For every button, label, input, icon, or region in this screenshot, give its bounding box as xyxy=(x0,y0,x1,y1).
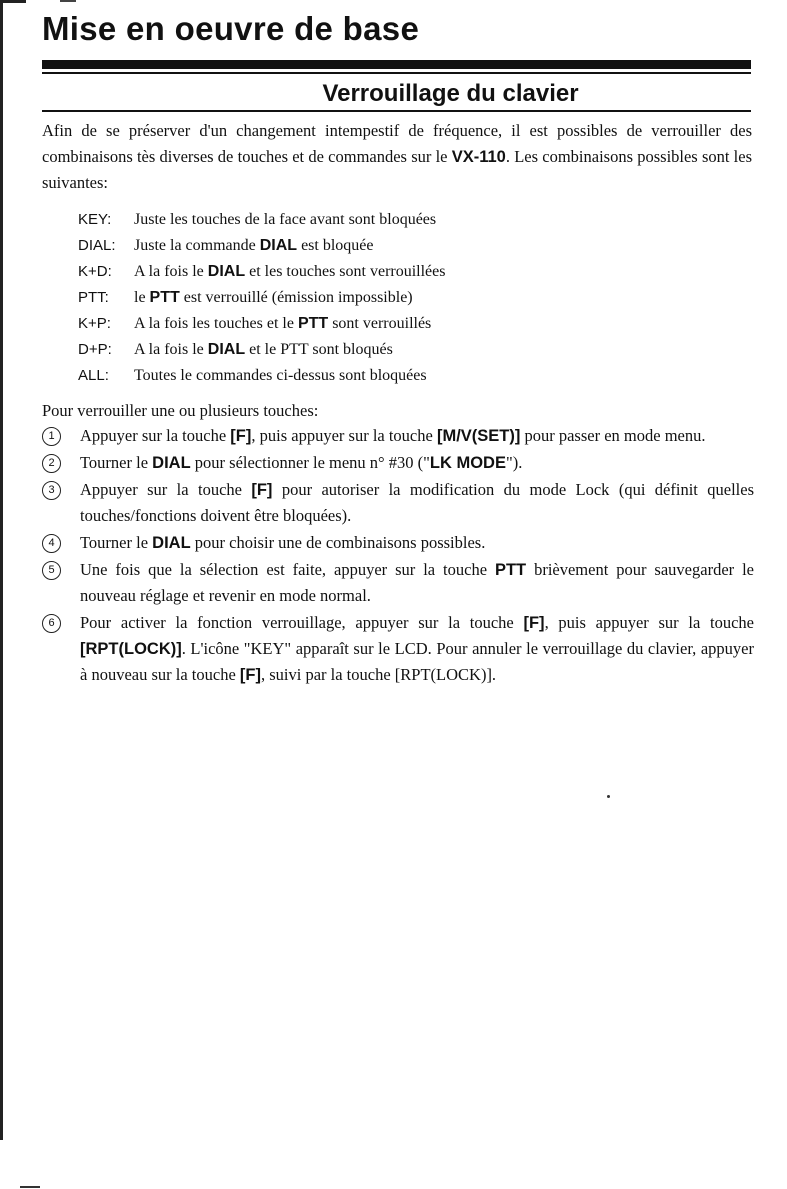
step-text: pour choisir une de combinaisons possibles. xyxy=(190,533,486,552)
step-number-circle: 2 xyxy=(42,454,61,473)
step-item xyxy=(42,423,754,449)
corner-mark xyxy=(60,0,76,2)
lock-mode-item xyxy=(78,337,445,363)
lock-mode-desc-end: est verrouillé (émission impossible) xyxy=(179,289,413,306)
step-text: . L'icône "KEY" apparaît sur le LCD. Pour annuler le verrouillage du clavier, appuyer à nouveau sur la touche xyxy=(80,639,754,684)
step-text: pour autoriser la modification du mode Lock (qui définit quelles touches/fonctions doivent être bloquées). xyxy=(80,480,754,525)
lock-mode-keyword: DIAL xyxy=(207,263,246,280)
procedure-steps xyxy=(42,423,754,689)
lock-mode-desc: le xyxy=(134,289,150,306)
step-text: Appuyer sur la touche xyxy=(80,480,252,499)
page-left-edge xyxy=(0,0,3,1140)
lock-mode-desc-end: et les touches sont verrouillées xyxy=(245,263,446,280)
lock-mode-code: ALL: xyxy=(78,367,109,384)
lock-mode-keyword: PTT xyxy=(297,315,329,332)
lock-mode-code: K+D: xyxy=(78,263,112,280)
lock-mode-item xyxy=(78,311,445,337)
lock-mode-desc-end: sont verrouillés xyxy=(328,315,432,332)
section-title: Verrouillage du clavier xyxy=(322,80,579,107)
lock-mode-desc: Toutes le commandes ci-dessus sont bloquées xyxy=(134,367,427,384)
lock-mode-keyword: DIAL xyxy=(259,237,298,254)
lock-mode-item xyxy=(78,259,445,285)
step-number-circle: 1 xyxy=(42,427,61,446)
lock-mode-keyword: DIAL xyxy=(207,341,246,358)
step-key: [F] xyxy=(251,481,273,499)
title-rule-thick xyxy=(42,60,751,69)
chapter-title: Mise en oeuvre de base xyxy=(42,10,420,47)
intro-text-before: Afin de se préserver d'un changement intempestif de fréquence, il est possibles de verrouiller des combinaisons tès diverses de touches et de commandes sur le xyxy=(42,121,752,166)
scan-speck xyxy=(607,795,610,798)
lock-mode-desc-end: et le PTT sont bloqués xyxy=(245,341,393,358)
step-key: [M/V(SET)] xyxy=(436,427,521,445)
step-text: Pour activer la fonction verrouillage, appuyer sur la touche xyxy=(80,613,524,632)
step-text: Appuyer sur la touche xyxy=(80,426,231,445)
step-number-circle: 6 xyxy=(42,614,61,633)
step-item xyxy=(42,530,754,556)
lock-mode-code: K+P: xyxy=(78,315,111,332)
lock-mode-desc: Juste les touches de la face avant sont bloquées xyxy=(134,211,437,228)
section-rule xyxy=(42,110,751,112)
lock-mode-code: KEY: xyxy=(78,211,112,228)
lock-mode-code: D+P: xyxy=(78,341,112,358)
step-text: brièvement pour sauvegarder le nouveau réglage et revenir en mode normal. xyxy=(80,560,754,605)
bottom-mark xyxy=(20,1186,40,1188)
intro-text-after: . Les combinaisons possibles sont les suivantes: xyxy=(42,147,753,192)
lock-mode-item xyxy=(78,285,445,311)
step-key: [F] xyxy=(523,614,545,632)
steps-lead: Pour verrouiller une ou plusieurs touches: xyxy=(42,401,319,420)
step-text: Tourner le xyxy=(80,453,153,472)
step-key: [F] xyxy=(239,666,261,684)
lock-mode-item xyxy=(78,363,445,389)
step-text: "). xyxy=(505,453,523,472)
corner-mark xyxy=(0,0,26,3)
step-text: pour passer en mode menu. xyxy=(520,426,706,445)
step-item xyxy=(42,610,754,688)
lock-mode-desc: Juste la commande xyxy=(134,237,260,254)
step-number-circle: 3 xyxy=(42,481,61,500)
lock-mode-keyword: PTT xyxy=(149,289,180,306)
lock-mode-code: DIAL: xyxy=(78,237,116,254)
lock-mode-item xyxy=(78,233,445,259)
step-item xyxy=(42,477,754,529)
step-item xyxy=(42,557,754,609)
lock-mode-desc: A la fois les touches et le xyxy=(134,315,298,332)
intro-paragraph xyxy=(42,118,752,196)
step-text: Une fois que la sélection est faite, appuyer sur la touche xyxy=(80,560,495,579)
model-name: VX-110 xyxy=(451,148,506,166)
lock-mode-desc-end: est bloquée xyxy=(297,237,374,254)
title-rule-thin xyxy=(42,72,751,74)
step-key: [RPT(LOCK)] xyxy=(80,640,182,658)
step-text: , puis appuyer sur la touche xyxy=(544,613,754,632)
step-key: DIAL xyxy=(152,534,191,552)
step-key: LK MODE xyxy=(429,454,506,472)
lock-mode-desc: A la fois le xyxy=(134,263,208,280)
step-key: PTT xyxy=(494,561,527,579)
lock-mode-item xyxy=(78,207,445,233)
lock-mode-code: PTT: xyxy=(78,289,109,306)
step-key: DIAL xyxy=(152,454,191,472)
step-number-circle: 5 xyxy=(42,561,61,580)
step-text: pour sélectionner le menu n° #30 (" xyxy=(190,453,430,472)
lock-mode-desc: A la fois le xyxy=(134,341,208,358)
step-number-circle: 4 xyxy=(42,534,61,553)
step-text: Tourner le xyxy=(80,533,153,552)
lock-mode-list xyxy=(78,207,445,389)
step-text: , suivi par la touche [RPT(LOCK)]. xyxy=(260,665,497,684)
step-text: , puis appuyer sur la touche xyxy=(251,426,437,445)
step-key: [F] xyxy=(230,427,252,445)
step-item xyxy=(42,450,754,476)
